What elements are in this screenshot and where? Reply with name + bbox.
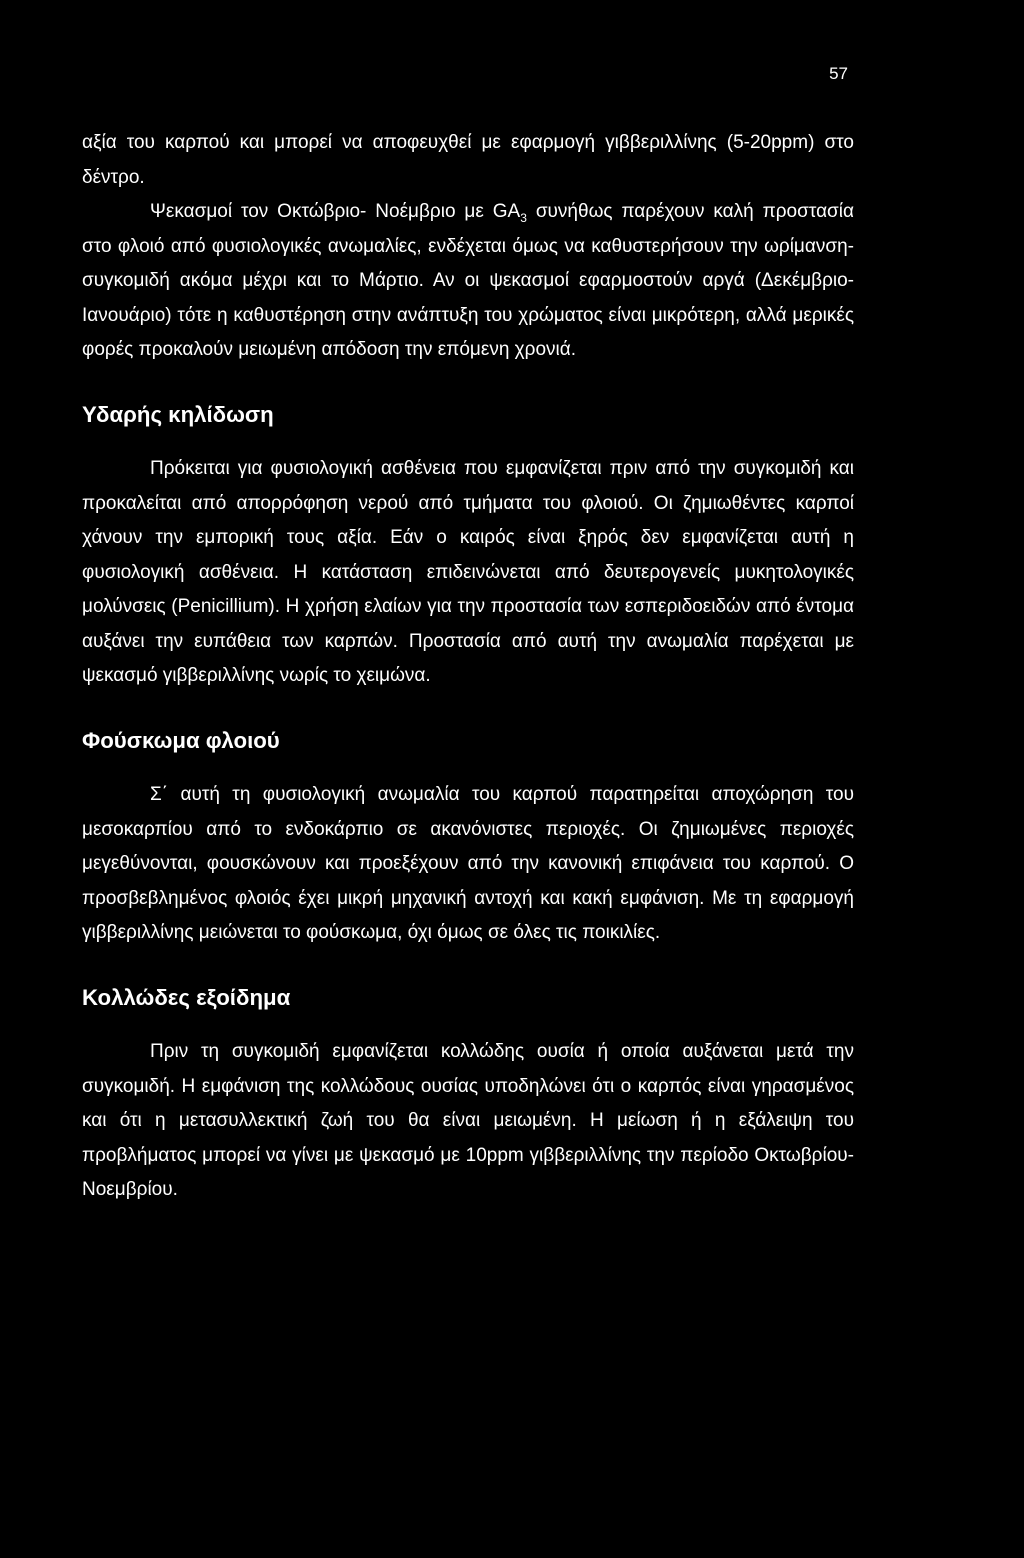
ga3-paragraph-text-start: Ψεκασμοί τον Οκτώβριο- Νοέμβριο με GA bbox=[150, 201, 521, 222]
continuation-paragraph: αξία του καρπού και μπορεί να αποφευχθεί με εφαρμογή γιββεριλλίνης (5-20ppm) στο δέντρο. bbox=[82, 132, 854, 188]
section-body-sticky-oedema: Πριν τη συγκομιδή εμφανίζεται κολλώδης ουσία ή οποία αυξάνεται μετά την συγκομιδή. Η εμφάνιση της κολλώδους ουσίας υποδηλώνει ότι ο καρπός είναι γηρασμένος και ότι η μετασυλλεκτική ζωή του θα είναι μειωμένη. Η μείωση ή η εξάλειψη του προβλήματος μπορεί να γίνει με ψεκασμό με 10ppm γιββεριλλίνης την περίοδο Οκτωβρίου- Νοεμβρίου. bbox=[82, 1041, 854, 1200]
page-number: 57 bbox=[829, 64, 848, 83]
section-body-rind-puffing: Σ΄ αυτή τη φυσιολογική ανωμαλία του καρπού παρατηρείται αποχώρηση του μεσοκαρπίου από το ενδοκάρπιο σε ακανόνιστες περιοχές. Οι ζημιωμένες περιοχές μεγεθύνονται, φουσκώνουν και προεξέχουν από την κανονική επιφάνεια του καρπού. Ο προσβεβλημένος φλοιός έχει μικρή μηχανική αντοχή και κακή εμφάνιση. Με τη εφαρμογή γιββεριλλίνης μειώνεται το φούσκωμα, όχι όμως σε όλες τις ποικιλίες. bbox=[82, 784, 854, 943]
ga3-subscript: 3 bbox=[520, 210, 527, 225]
section-body-water-spot: Πρόκειται για φυσιολογική ασθένεια που εμφανίζεται πριν από την συγκομιδή και προκαλείται από απορρόφηση νερού από τμήματα του φλοιού. Οι ζημιωθέντες καρποί χάνουν την εμπορική τους αξία. Εάν ο καιρός είναι ξηρός δεν εμφανίζεται αυτή η φυσιολογική ασθένεια. Η κατάσταση επιδεινώνεται από δευτερογενείς μυκητολογικές μολύνσεις (Penicillium). Η χρήση ελαίων για την προστασία των εσπεριδοειδών από έντομα αυξάνει την ευπάθεια των καρπών. Προστασία από αυτή την ανωμαλία παρέχεται με ψεκασμό γιββεριλλίνης νωρίς το χειμώνα. bbox=[82, 458, 854, 686]
page-content bbox=[82, 126, 854, 1208]
section-heading-water-spot: Υδαρής κηλίδωση bbox=[82, 401, 274, 427]
section-heading-rind-puffing: Φούσκωμα φλοιού bbox=[82, 727, 280, 753]
ga3-paragraph-text-end: συνήθως παρέχουν καλή προστασία στο φλοιό από φυσιολογικές ανωμαλίες, ενδέχεται όμως να καθυστερήσουν την ωρίμανση- συγκομιδή ακόμα μέχρι και το Μάρτιο. Αν οι ψεκασμοί εφαρμοστούν αργά (Δεκέμβριο- Ιανουάριο) τότε η καθυστέρηση στην ανάπτυξη του χρώματος είναι μικρότερη, αλλά μερικές φορές προκαλούν μειωμένη απόδοση την επόμενη χρονιά. bbox=[82, 201, 854, 360]
section-heading-sticky-oedema: Κολλώδες εξοίδημα bbox=[82, 984, 291, 1010]
ga3-paragraph bbox=[82, 195, 854, 368]
